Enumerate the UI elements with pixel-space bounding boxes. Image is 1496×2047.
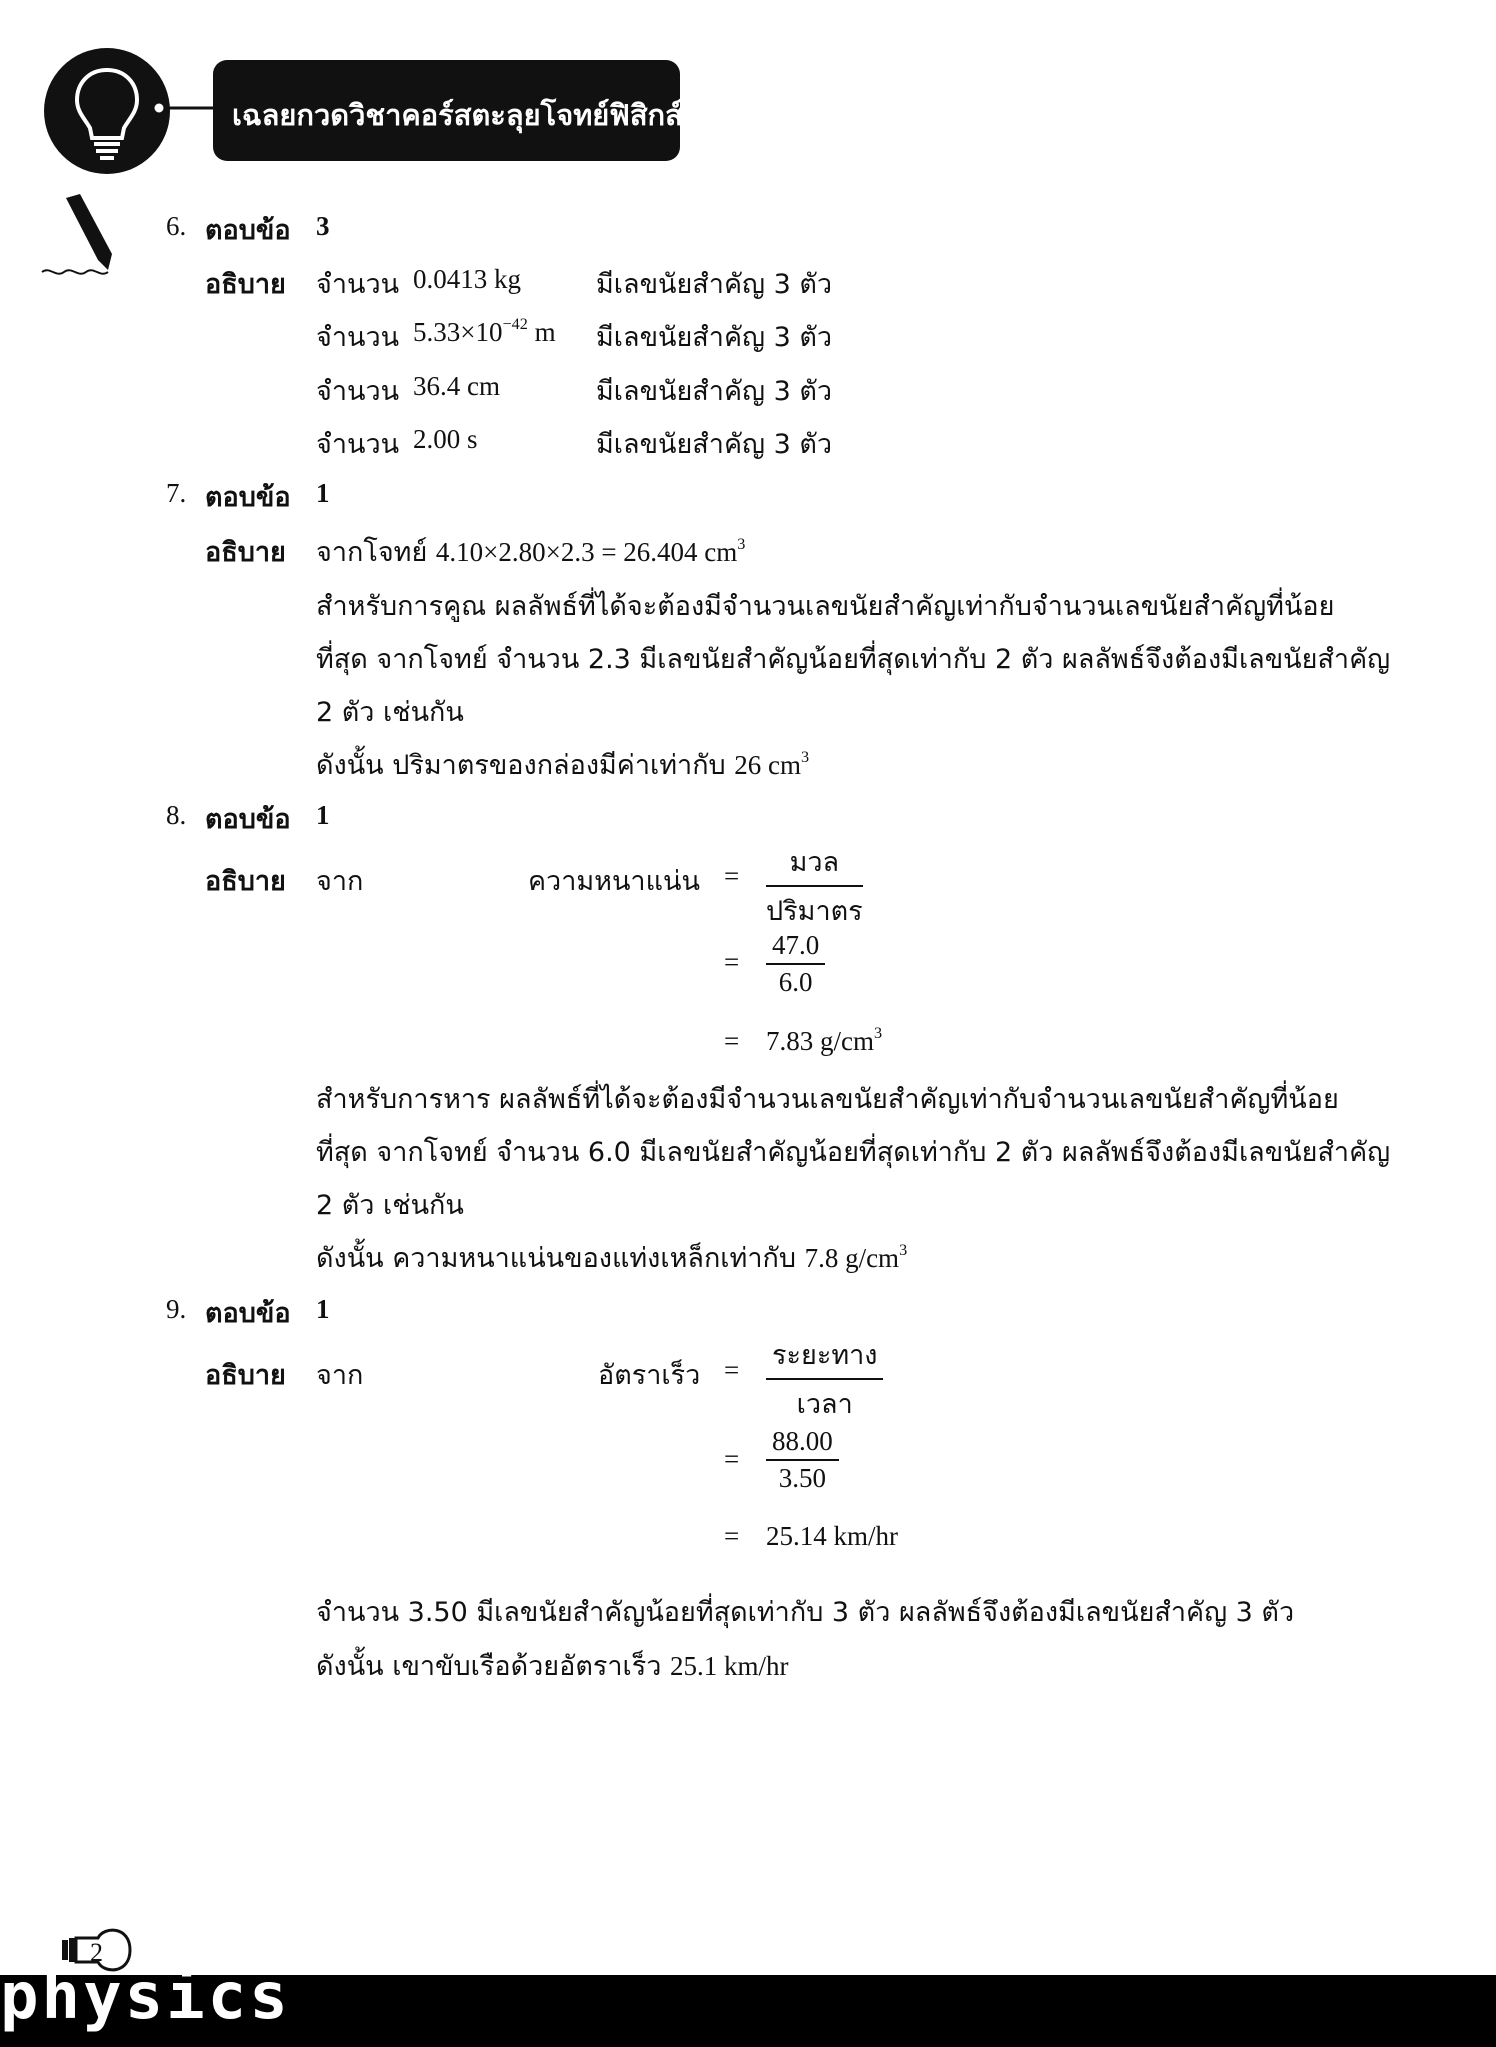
q9-fraction-words: ระยะทาง เวลา: [766, 1333, 883, 1425]
q6-row-value: 0.0413 kg: [413, 264, 521, 294]
q8-from: จาก: [316, 866, 364, 897]
q7-para-line: สำหรับการคูณ ผลลัพธ์ที่ได้จะต้องมีจำนวนเลขนัยสำคัญเท่ากับจำนวนเลขนัยสำคัญที่น้อย: [316, 591, 1335, 622]
q6-row-desc: มีเลขนัยสำคัญ 3 ตัว: [596, 429, 833, 460]
q6-row-prefix: จำนวน: [316, 269, 400, 300]
q9-fraction-values: $\frac{88.00}{3.50}$: [766, 1426, 839, 1494]
q6-row-desc: มีเลขนัยสำคัญ 3 ตัว: [596, 269, 833, 300]
q8-equals: =: [724, 1026, 740, 1056]
page-title: เฉลยกวดวิชาคอร์สตะลุยโจทย์ฟิสิกส์: [232, 98, 683, 132]
q8-equals: =: [724, 947, 740, 977]
q6-row-desc: มีเลขนัยสำคัญ 3 ตัว: [596, 322, 833, 353]
q7-explain-label: อธิบาย: [205, 537, 286, 568]
q6-row-prefix: จำนวน: [316, 429, 400, 460]
pen-icon: [40, 192, 116, 282]
q8-lhs: ความหนาแน่น: [528, 866, 700, 897]
q9-para-line: จำนวน 3.50 มีเลขนัยสำคัญน้อยที่สุดเท่ากับ 3 ตัว ผลลัพธ์จึงต้องมีเลขนัยสำคัญ 3 ตัว: [316, 1597, 1295, 1628]
q6-number: 6.: [166, 211, 187, 241]
q8-answer-value: 1: [316, 800, 330, 830]
q7-para-line: 2 ตัว เช่นกัน: [316, 697, 464, 728]
q8-result: 7.83 $g/cm^3$: [766, 1023, 883, 1056]
q9-answer-value: 1: [316, 1294, 330, 1324]
q8-para-line: สำหรับการหาร ผลลัพธ์ที่ได้จะต้องมีจำนวนเลขนัยสำคัญเท่ากับจำนวนเลขนัยสำคัญที่น้อย: [316, 1084, 1339, 1115]
q9-equals: =: [724, 1355, 740, 1385]
q6-answer-label: ตอบข้อ: [205, 215, 291, 246]
header-connector: [150, 101, 216, 115]
q6-row-prefix: จำนวน: [316, 322, 400, 353]
q9-equals: =: [724, 1521, 740, 1551]
page-number: 2: [90, 1938, 103, 1967]
q8-fraction-words: มวล ปริมาตร: [766, 840, 863, 932]
q6-row-prefix: จำนวน: [316, 376, 400, 407]
q9-equals: =: [724, 1444, 740, 1474]
q9-explain-label: อธิบาย: [205, 1360, 286, 1391]
q6-row-value: 36.4 cm: [413, 371, 500, 401]
q6-explain-label: อธิบาย: [205, 269, 286, 300]
q8-equals: =: [724, 861, 740, 891]
q6-row-value: $5.33\times 10^{-42}$ m: [413, 314, 556, 347]
q8-para-line: ที่สุด จากโจทย์ จำนวน 6.0 มีเลขนัยสำคัญน้อยที่สุดเท่ากับ 2 ตัว ผลลัพธ์จึงต้องมีเลขนัยสำคัญ: [316, 1137, 1391, 1168]
q8-explain-label: อธิบาย: [205, 866, 286, 897]
q8-para-line: 2 ตัว เช่นกัน: [316, 1190, 464, 1221]
footer-brand: physics: [0, 1960, 291, 2034]
q6-row-desc: มีเลขนัยสำคัญ 3 ตัว: [596, 376, 833, 407]
q7-number: 7.: [166, 478, 187, 508]
q7-answer-value: 1: [316, 478, 330, 508]
q7-conclusion: ดังนั้น ปริมาตรของกล่องมีค่าเท่ากับ 26 $cm^3$: [316, 747, 810, 781]
q9-from: จาก: [316, 1360, 364, 1391]
q7-para-line: ที่สุด จากโจทย์ จำนวน 2.3 มีเลขนัยสำคัญน้อยที่สุดเท่ากับ 2 ตัว ผลลัพธ์จึงต้องมีเลขนัยสำคัญ: [316, 644, 1391, 675]
q9-answer-label: ตอบข้อ: [205, 1298, 291, 1329]
q8-answer-label: ตอบข้อ: [205, 804, 291, 835]
q9-conclusion: ดังนั้น เขาขับเรือด้วยอัตราเร็ว 25.1 km/hr: [316, 1651, 789, 1682]
q8-number: 8.: [166, 800, 187, 830]
q9-number: 9.: [166, 1294, 187, 1324]
q7-answer-label: ตอบข้อ: [205, 482, 291, 513]
q6-row-value: 2.00 s: [413, 424, 478, 454]
q8-fraction-values: $\frac{47.0}{6.0}$: [766, 930, 825, 998]
q7-formula: จากโจทย์ 4.10×2.80×2.3 = 26.404 $cm^3$: [316, 534, 746, 568]
q9-result: 25.14 km/hr: [766, 1521, 898, 1551]
q8-conclusion: ดังนั้น ความหนาแน่นของแท่งเหล็กเท่ากับ 7.8 $g/cm^3$: [316, 1240, 908, 1274]
q9-lhs: อัตราเร็ว: [598, 1360, 701, 1391]
q6-answer-value: 3: [316, 211, 330, 241]
